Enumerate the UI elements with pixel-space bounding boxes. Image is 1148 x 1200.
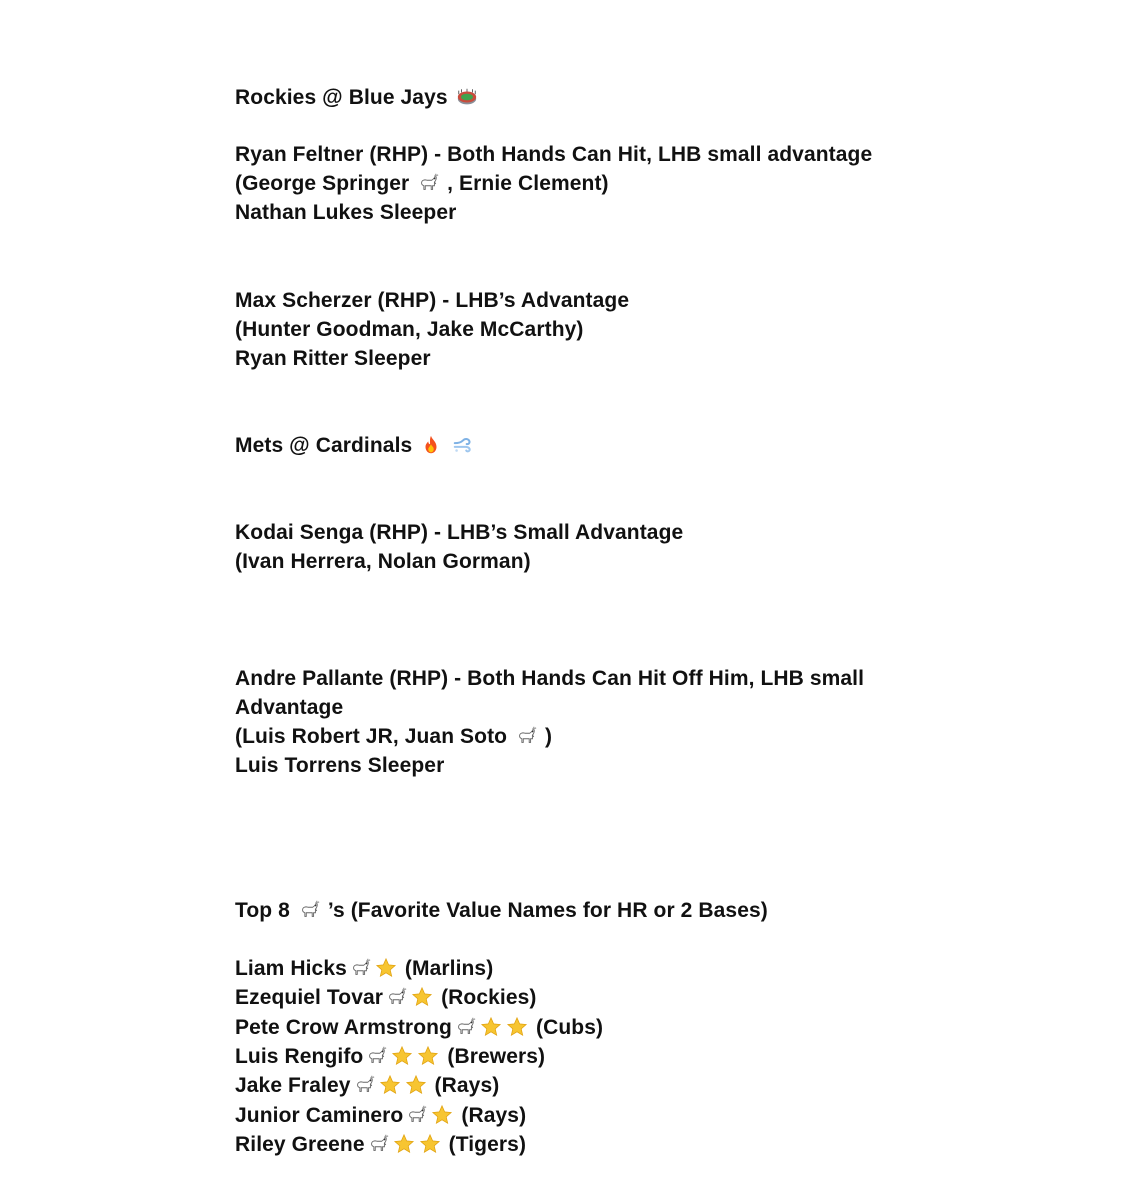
star-icon: [379, 1074, 401, 1096]
goat-icon: [349, 957, 371, 979]
goat-icon: [405, 1104, 427, 1126]
star-icon: [419, 1133, 441, 1155]
stadium-icon: [456, 86, 478, 108]
player-name: Jake Fraley: [235, 1074, 351, 1097]
game2-title-text: Mets @ Cardinals: [235, 434, 413, 457]
player-team: (Brewers): [447, 1045, 546, 1068]
goat-icon: [367, 1133, 389, 1155]
game1-pitcher1-line2-end: , Ernie Clement): [447, 172, 609, 195]
star-icon: [405, 1074, 427, 1096]
top8-heading-start: Top 8: [235, 899, 290, 922]
player-row: [235, 983, 537, 1012]
goat-icon: [417, 172, 439, 194]
game1-pitcher2-line1: Max Scherzer (RHP) - LHB’s Advantage: [235, 289, 630, 312]
player-name: Junior Caminero: [235, 1104, 404, 1127]
game2-pitcher2-line3: [235, 722, 552, 751]
top8-heading: [235, 896, 768, 925]
star-icon: [480, 1016, 502, 1038]
player-name: Luis Rengifo: [235, 1045, 364, 1068]
star-icon: [375, 957, 397, 979]
star-icon: [417, 1045, 439, 1067]
game1-pitcher2-line3: Ryan Ritter Sleeper: [235, 347, 431, 370]
player-team: (Marlins): [404, 957, 494, 980]
goat-icon: [353, 1074, 375, 1096]
game1-title: [235, 83, 480, 112]
star-icon: [393, 1133, 415, 1155]
player-name: Ezequiel Tovar: [235, 986, 384, 1009]
game2-pitcher2-line4: Luis Torrens Sleeper: [235, 754, 445, 777]
player-name: Liam Hicks: [235, 957, 347, 980]
top8-heading-end: ’s (Favorite Value Names for HR or 2 Bases): [327, 899, 768, 922]
game2-title: [235, 431, 476, 460]
star-icon: [431, 1104, 453, 1126]
player-team: (Tigers): [448, 1133, 527, 1156]
goat-icon: [365, 1045, 387, 1067]
star-icon: [411, 986, 433, 1008]
game2-pitcher1-line2: (Ivan Herrera, Nolan Gorman): [235, 550, 531, 573]
star-icon: [506, 1016, 528, 1038]
wind-icon: [452, 434, 474, 456]
player-name: Riley Greene: [235, 1133, 365, 1156]
game1-pitcher1-line1: Ryan Feltner (RHP) - Both Hands Can Hit, LHB small advantage: [235, 143, 873, 166]
game1-pitcher2-line2: (Hunter Goodman, Jake McCarthy): [235, 318, 584, 341]
game2-pitcher1-line1: Kodai Senga (RHP) - LHB’s Small Advantage: [235, 521, 684, 544]
game2-pitcher2-line1: Andre Pallante (RHP) - Both Hands Can Hit Off Him, LHB small: [235, 667, 865, 690]
goat-icon: [515, 725, 537, 747]
player-row: [235, 1013, 603, 1042]
player-team: (Rays): [461, 1104, 527, 1127]
player-team: (Rockies): [441, 986, 537, 1009]
star-icon: [391, 1045, 413, 1067]
player-row: [235, 1071, 499, 1100]
goat-icon: [298, 899, 320, 921]
player-team: (Rays): [434, 1074, 500, 1097]
game1-title-text: Rockies @ Blue Jays: [235, 86, 448, 109]
game2-pitcher2-line3-end: ): [545, 725, 553, 748]
fire-icon: [420, 434, 442, 456]
player-row: [235, 1042, 545, 1071]
goat-icon: [454, 1016, 476, 1038]
game1-pitcher1-line2-start: (George Springer: [235, 172, 410, 195]
player-name: Pete Crow Armstrong: [235, 1016, 452, 1039]
player-row: [235, 1130, 526, 1159]
player-row: [235, 1101, 526, 1130]
game2-pitcher2-line2: Advantage: [235, 696, 344, 719]
game1-pitcher1-line2: [235, 169, 609, 198]
game2-pitcher2-line3-start: (Luis Robert JR, Juan Soto: [235, 725, 508, 748]
goat-icon: [385, 986, 407, 1008]
game1-pitcher1-line3: Nathan Lukes Sleeper: [235, 201, 457, 224]
player-team: (Cubs): [536, 1016, 604, 1039]
player-row: [235, 954, 493, 983]
